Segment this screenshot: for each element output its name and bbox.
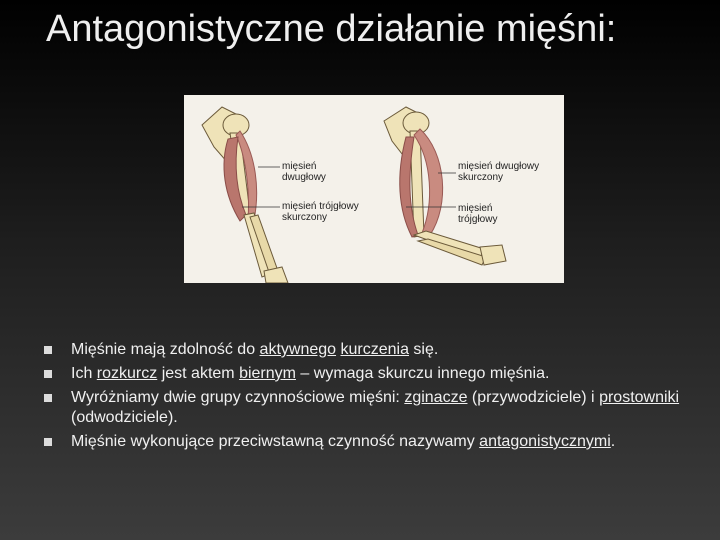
bullet-text-run: (odwodziciele). [71, 409, 178, 426]
bullet-text-run: . [610, 433, 616, 450]
bullet-text [71, 365, 549, 382]
bullet-text [71, 341, 438, 358]
bullet-text-run: (przywodziciele) i [467, 389, 600, 406]
bullet-text-run: Mięśnie wykonujące przeciwstawną czynność nazywamy [71, 433, 480, 450]
right-hand [480, 245, 506, 265]
bullet-text-run: – wymaga skurczu innego mięśnia. [295, 365, 550, 382]
bullet-item [44, 340, 704, 360]
bullet-item [44, 388, 704, 428]
left-arm-extended [202, 107, 288, 283]
left-triceps-label [282, 201, 364, 223]
square-bullet-icon [44, 346, 52, 354]
right-arm-flexed [384, 107, 506, 265]
bullet-item [44, 364, 704, 384]
arm-muscles-drawing [184, 95, 564, 283]
underlined-term: rozkurcz [96, 365, 158, 382]
bullet-text-run: jest aktem [157, 365, 240, 382]
bullet-item [44, 432, 704, 452]
underlined-term: kurczenia [340, 341, 409, 358]
underlined-term: zginacze [404, 389, 468, 406]
bullet-text-run: Mięśnie mają zdolność do [71, 341, 260, 358]
underlined-term: biernym [239, 365, 296, 382]
right-biceps-label-text: mięsień dwugłowy skurczony [458, 161, 540, 183]
right-biceps-label [458, 161, 558, 183]
bullet-text [71, 389, 679, 426]
slide-title: Antagonistyczne działanie mięśni: [46, 8, 617, 50]
square-bullet-icon [44, 370, 52, 378]
bullet-text-run: Wyróżniamy dwie grupy czynnościowe mięśni: [71, 389, 405, 406]
arm-muscles-illustration [184, 95, 564, 283]
square-bullet-icon [44, 394, 52, 402]
square-bullet-icon [44, 438, 52, 446]
right-triceps-label-text: mięsień trójgłowy [458, 203, 498, 225]
bullet-list [44, 340, 704, 456]
bullet-text-run: Ich [71, 365, 97, 382]
bullet-text [71, 433, 615, 450]
bullet-text-run: się. [408, 341, 439, 358]
underlined-term: aktywnego [259, 341, 337, 358]
left-biceps-label-text: mięsień dwugłowy [282, 161, 326, 183]
underlined-term: prostowniki [599, 389, 680, 406]
underlined-term: antagonistycznymi [479, 433, 611, 450]
left-biceps-label [282, 161, 342, 183]
right-triceps-label [458, 203, 508, 225]
left-triceps-label-text: mięsień trójgłowy skurczony [282, 201, 359, 223]
